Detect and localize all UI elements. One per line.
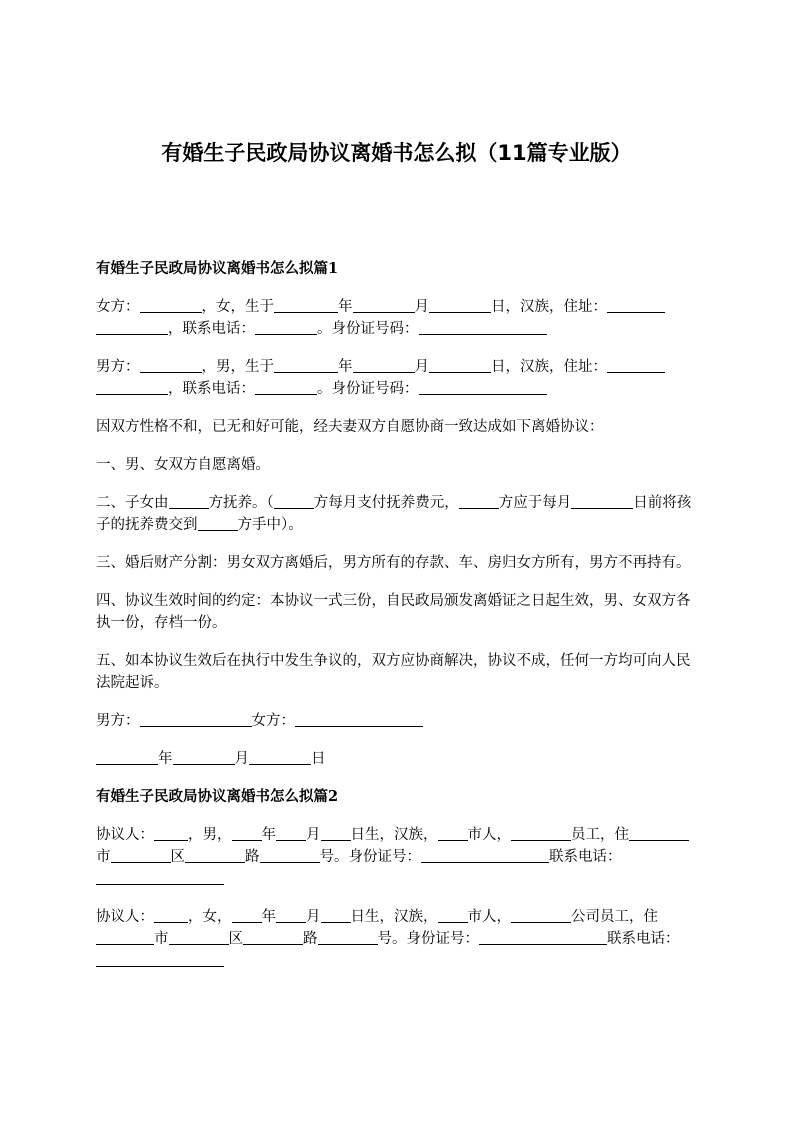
text: 市人， bbox=[467, 827, 511, 843]
city-blank[interactable] bbox=[96, 930, 154, 945]
text: 号。身份证号： bbox=[319, 849, 421, 865]
text: 联系电话： bbox=[549, 849, 622, 865]
clause-1: 一、男、女双方自愿离婚。 bbox=[96, 457, 270, 473]
text: 月 bbox=[234, 751, 249, 767]
name-blank[interactable] bbox=[154, 826, 188, 841]
text: 年 bbox=[261, 909, 276, 925]
payer-blank[interactable] bbox=[274, 494, 314, 509]
text: 。身份证号码： bbox=[317, 321, 419, 337]
number-blank[interactable] bbox=[260, 848, 320, 863]
day-blank[interactable] bbox=[321, 908, 351, 923]
text: 月 bbox=[414, 359, 429, 375]
day-blank[interactable] bbox=[321, 826, 351, 841]
text: 方每月支付抚养费元， bbox=[313, 495, 459, 511]
male-party-info bbox=[96, 356, 696, 400]
text: 方应于每月 bbox=[498, 495, 572, 511]
birth-year-blank[interactable] bbox=[274, 358, 338, 373]
address-blank[interactable] bbox=[607, 358, 665, 373]
birth-year-blank[interactable] bbox=[274, 298, 338, 313]
section-2-heading: 有婚生子民政局协议离婚书怎么拟篇2 bbox=[96, 788, 339, 805]
text: ，女，生于 bbox=[201, 299, 274, 315]
text: 日，汉族，住址： bbox=[491, 359, 607, 375]
name-blank[interactable] bbox=[154, 908, 188, 923]
year-blank[interactable] bbox=[232, 826, 262, 841]
company-blank[interactable] bbox=[511, 908, 571, 923]
party-2-info bbox=[96, 906, 696, 972]
text: 号。身份证号： bbox=[377, 931, 479, 947]
signature-line bbox=[96, 710, 696, 732]
clause-2 bbox=[96, 492, 696, 536]
birth-month-blank[interactable] bbox=[353, 298, 415, 313]
custody-party-blank[interactable] bbox=[169, 494, 209, 509]
text: 方手中）。 bbox=[237, 517, 303, 533]
text: 日生，汉族， bbox=[350, 827, 438, 843]
id-number-blank[interactable] bbox=[421, 848, 549, 863]
text: 协议人： bbox=[96, 827, 154, 843]
text: 月 bbox=[306, 909, 321, 925]
text: ，联系电话： bbox=[168, 321, 255, 337]
text: 年 bbox=[338, 299, 353, 315]
section-1-heading: 有婚生子民政局协议离婚书怎么拟篇1 bbox=[96, 260, 339, 277]
text: 年 bbox=[261, 827, 276, 843]
text: 年 bbox=[338, 359, 353, 375]
id-number-blank[interactable] bbox=[479, 930, 607, 945]
clause-4: 四、协议生效时间的约定：本协议一式三份，自民政局颁发离婚证之日起生效，男、女双方各执一份，存档一份。 bbox=[96, 593, 691, 631]
text: 月 bbox=[414, 299, 429, 315]
clause-5: 五、如本协议生效后在执行中发生争议的，双方应协商解决，协议不成，任何一方均可向人民法院起诉。 bbox=[96, 653, 691, 691]
phone-blank[interactable] bbox=[255, 320, 317, 335]
text: ，男， bbox=[188, 827, 232, 843]
male-signature-blank[interactable] bbox=[140, 712, 252, 727]
text: 男方： bbox=[96, 359, 140, 375]
party-1-info bbox=[96, 824, 696, 890]
text: 公司员工，住 bbox=[571, 909, 658, 925]
hometown-blank[interactable] bbox=[438, 908, 468, 923]
text: 日，汉族，住址： bbox=[491, 299, 607, 315]
city-blank-cont[interactable] bbox=[649, 826, 689, 841]
address-blank-cont[interactable] bbox=[96, 320, 168, 335]
month-blank[interactable] bbox=[276, 826, 306, 841]
name-blank[interactable] bbox=[140, 298, 202, 313]
address-blank-cont[interactable] bbox=[96, 380, 168, 395]
text: 女方： bbox=[251, 713, 295, 729]
birth-month-blank[interactable] bbox=[353, 358, 415, 373]
year-blank[interactable] bbox=[96, 750, 158, 765]
road-blank[interactable] bbox=[243, 930, 303, 945]
female-party-info bbox=[96, 296, 696, 340]
text: 路 bbox=[245, 849, 260, 865]
text: 日前将孩子的抚养费交到 bbox=[96, 495, 692, 533]
text: 市人， bbox=[467, 909, 511, 925]
text: 区 bbox=[170, 849, 185, 865]
month-blank[interactable] bbox=[173, 750, 235, 765]
document-title: 有婚生子民政局协议离婚书怎么拟（11篇专业版） bbox=[161, 141, 632, 165]
female-signature-blank[interactable] bbox=[295, 712, 423, 727]
text: ，男，生于 bbox=[201, 359, 274, 375]
text: 男方： bbox=[96, 713, 140, 729]
signing-date bbox=[96, 748, 696, 770]
text: 区 bbox=[228, 931, 243, 947]
text: ，联系电话： bbox=[168, 381, 255, 397]
employer-blank[interactable] bbox=[511, 826, 571, 841]
name-blank[interactable] bbox=[140, 358, 202, 373]
text: 女方： bbox=[96, 299, 140, 315]
text: 市 bbox=[154, 931, 169, 947]
text: 月 bbox=[306, 827, 321, 843]
text: 员工，住 bbox=[571, 827, 629, 843]
id-number-blank[interactable] bbox=[419, 320, 547, 335]
year-blank[interactable] bbox=[232, 908, 262, 923]
district-blank[interactable] bbox=[169, 930, 229, 945]
text: 。身份证号码： bbox=[317, 381, 419, 397]
text: 年 bbox=[158, 751, 173, 767]
recipient-blank[interactable] bbox=[198, 516, 238, 531]
road-blank[interactable] bbox=[185, 848, 245, 863]
day-blank[interactable] bbox=[249, 750, 311, 765]
pay-day-blank[interactable] bbox=[571, 494, 633, 509]
text: 方抚养。（ bbox=[208, 495, 274, 511]
text: 路 bbox=[303, 931, 318, 947]
birth-day-blank[interactable] bbox=[429, 298, 491, 313]
district-blank[interactable] bbox=[111, 848, 171, 863]
hometown-blank[interactable] bbox=[438, 826, 468, 841]
text: 二、子女由 bbox=[96, 495, 169, 511]
document-body bbox=[96, 258, 696, 988]
month-blank[interactable] bbox=[276, 908, 306, 923]
text: ，女， bbox=[188, 909, 232, 925]
id-number-blank[interactable] bbox=[419, 380, 547, 395]
phone-blank[interactable] bbox=[96, 952, 224, 967]
text: 日生，汉族， bbox=[350, 909, 438, 925]
text: 市 bbox=[96, 849, 111, 865]
birth-day-blank[interactable] bbox=[429, 358, 491, 373]
agreement-intro: 因双方性格不和，已无和好可能，经夫妻双方自愿协商一致达成如下离婚协议： bbox=[96, 419, 604, 435]
text: 联系电话： bbox=[607, 931, 680, 947]
phone-blank[interactable] bbox=[96, 870, 224, 885]
address-blank[interactable] bbox=[607, 298, 665, 313]
clause-3: 三、婚后财产分割：男女双方离婚后，男方所有的存款、车、房归女方所有，男方不再持有。 bbox=[96, 555, 691, 571]
payer-blank-2[interactable] bbox=[459, 494, 499, 509]
text: 日 bbox=[311, 751, 326, 767]
city-blank[interactable] bbox=[629, 826, 649, 841]
phone-blank[interactable] bbox=[255, 380, 317, 395]
text: 协议人： bbox=[96, 909, 154, 925]
number-blank[interactable] bbox=[318, 930, 378, 945]
